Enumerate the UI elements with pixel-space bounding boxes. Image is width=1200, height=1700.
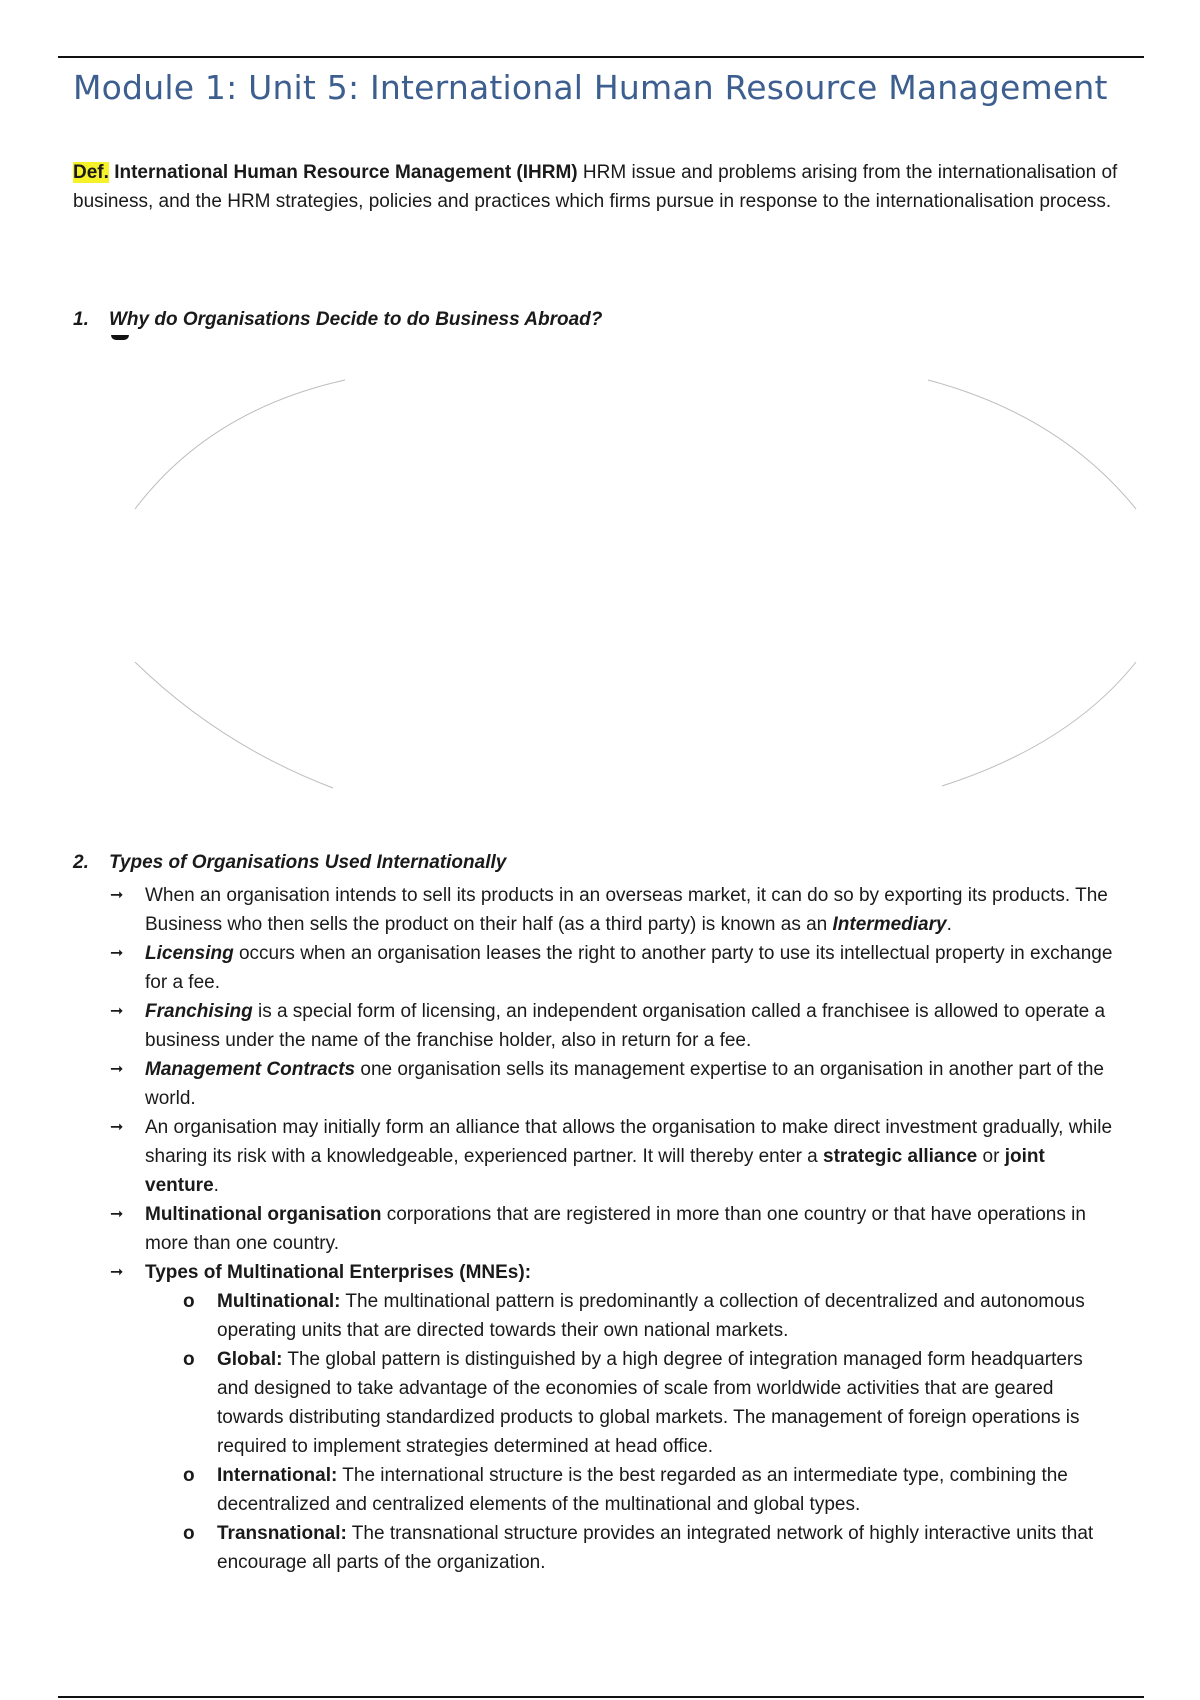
item-text: is a special form of licensing, an independent organisation called a franchisee is allowed to operate a business under the name of the franchise holder, also in return for a fee. [145, 1001, 1106, 1051]
item-text: corporations that are registered in more than one country or that have operations in more than one country. [145, 1204, 1086, 1254]
list-item [108, 997, 1118, 1055]
section-2-number: 2. [73, 852, 89, 873]
item-term: Management Contracts [145, 1059, 356, 1080]
diagram-placeholder [0, 360, 1200, 800]
arrow-right-icon: ➞ [110, 1206, 124, 1223]
item-strong: joint venture [145, 1146, 1045, 1196]
item-text: . [213, 1175, 219, 1196]
diagram-arc-top-right [928, 380, 1136, 509]
list-item [108, 939, 1118, 997]
sub-item-text: The multinational pattern is predominantly a collection of decentralized and autonomous operating units that are directed towards their own national markets. [217, 1291, 1085, 1341]
arrow-right-icon: ➞ [110, 1119, 124, 1136]
top-rule [58, 56, 1144, 58]
circle-bullet-icon: o [183, 1349, 195, 1370]
diagram-arc-bottom-right [942, 662, 1136, 786]
sub-item-term: Global: [217, 1349, 283, 1370]
item-text: occurs when an organisation leases the right to another party to use its intellectual property in exchange for a fee. [145, 943, 1113, 993]
item-term: Intermediary [832, 914, 947, 935]
definition-paragraph [73, 158, 1138, 216]
sub-list-item [180, 1461, 1118, 1519]
definition-term: International Human Resource Management (IHRM) [114, 162, 578, 183]
item-strong: strategic alliance [823, 1146, 978, 1167]
item-text: one organisation sells its management expertise to an organisation in another part of the world. [145, 1059, 1104, 1109]
sub-item-term: International: [217, 1465, 338, 1486]
sub-list-item [180, 1345, 1118, 1461]
sub-item-text: The transnational structure provides an integrated network of highly interactive units that encourage all parts of the organization. [217, 1523, 1094, 1573]
item-strong: Types of Multinational Enterprises (MNEs): [145, 1262, 532, 1283]
list-item [108, 1258, 1118, 1577]
sub-item-term: Transnational: [217, 1523, 347, 1544]
item-text: When an organisation intends to sell its products in an overseas market, it can do so by exporting its products. The Business who then sells the product on their half (as a third party) is known as an [145, 885, 1108, 935]
diagram-handle-mark [111, 335, 129, 340]
list-item [108, 1113, 1118, 1200]
item-text: or [977, 1146, 1005, 1167]
mne-types-list [145, 1287, 1118, 1577]
organisation-types-list [108, 881, 1118, 1577]
page-title: Module 1: Unit 5: International Human Resource Management [73, 68, 1108, 107]
diagram-arc-bottom-left [135, 662, 333, 788]
item-term: Franchising [145, 1001, 253, 1022]
section-1-heading [73, 309, 602, 331]
list-item [108, 881, 1118, 939]
arrow-right-icon: ➞ [110, 887, 124, 904]
definition-text: HRM issue and problems arising from the internationalisation of business, and the HRM strategies, policies and practices which firms pursue in response to the internationalisation process. [73, 162, 1118, 212]
definition-marker: Def. [73, 162, 109, 183]
section-2-heading [73, 852, 506, 874]
bottom-rule [58, 1696, 1144, 1698]
circle-bullet-icon: o [183, 1465, 195, 1486]
section-1-title: Why do Organisations Decide to do Business Abroad? [109, 309, 603, 330]
item-term: Licensing [145, 943, 234, 964]
sub-item-text: The global pattern is distinguished by a high degree of integration managed form headquarters and designed to take advantage of the economies of scale from worldwide activities that are geared towards distributing standardized products to global markets. The management of foreign operations is required to implement strategies determined at head office. [217, 1349, 1083, 1457]
list-item [108, 1055, 1118, 1113]
list-item [108, 1200, 1118, 1258]
section-2-title: Types of Organisations Used Internationally [109, 852, 507, 873]
item-text: . [946, 914, 952, 935]
arrow-right-icon: ➞ [110, 1003, 124, 1020]
arrow-right-icon: ➞ [110, 1264, 124, 1281]
circle-bullet-icon: o [183, 1291, 195, 1312]
sub-item-term: Multinational: [217, 1291, 341, 1312]
arrow-right-icon: ➞ [110, 1061, 124, 1078]
item-text: An organisation may initially form an alliance that allows the organisation to make direct investment gradually, while sharing its risk with a knowledgeable, experienced partner. It will thereby enter a [145, 1117, 1113, 1167]
sub-item-text: The international structure is the best regarded as an intermediate type, combining the decentralized and centralized elements of the multinational and global types. [217, 1465, 1068, 1515]
arrow-right-icon: ➞ [110, 945, 124, 962]
item-strong: Multinational organisation [145, 1204, 382, 1225]
diagram-arc-top-left [135, 380, 345, 509]
section-1-number: 1. [73, 309, 89, 330]
sub-list-item [180, 1519, 1118, 1577]
sub-list-item [180, 1287, 1118, 1345]
circle-bullet-icon: o [183, 1523, 195, 1544]
